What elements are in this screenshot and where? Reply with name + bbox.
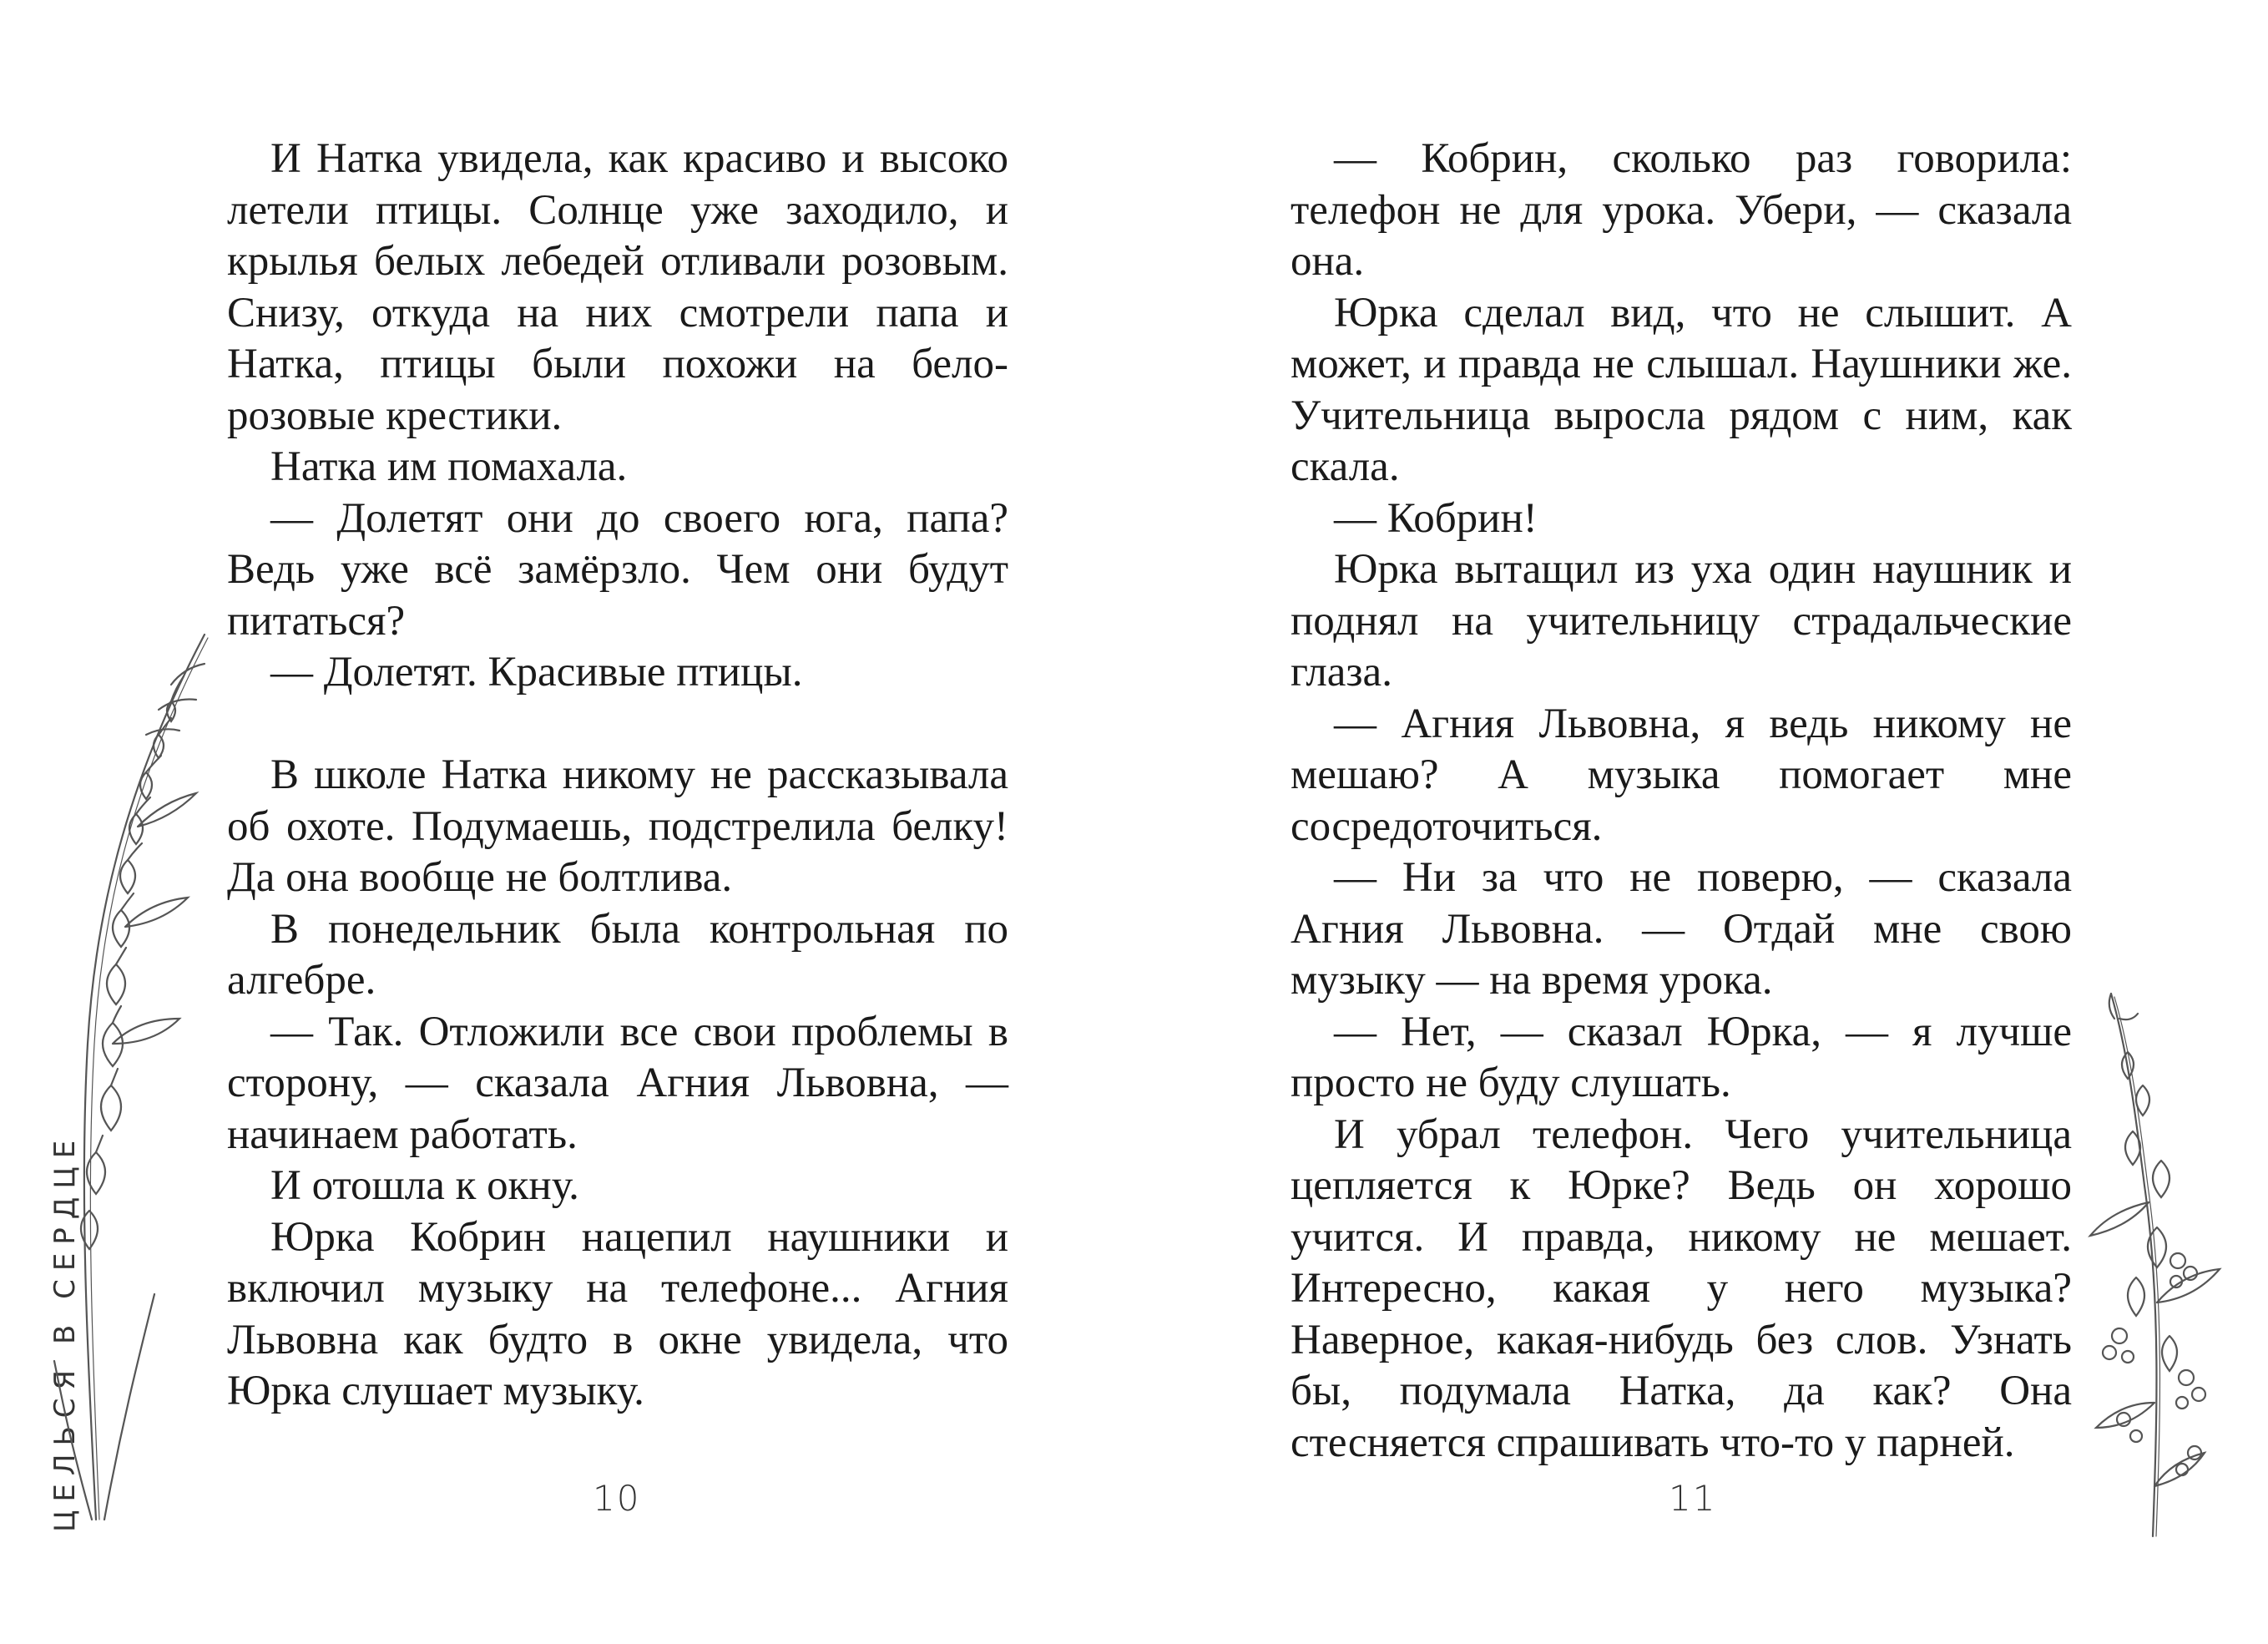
paragraph: В школе Натка никому не рассказывала об охоте. Подумаешь, подстрелила белку! Да она вообще не болтлива. [227, 751, 1008, 901]
paragraph: В понедельник была контрольная по алгебре. [227, 905, 1008, 1004]
paragraph: — Кобрин, сколько раз говорила: телефон не для урока. Убери, — сказала она. [1291, 135, 2072, 285]
right-page [1134, 0, 2268, 1644]
paragraph: И убрал телефон. Чего учительница цепляется к Юрке? Ведь он хорошо учится. И правда, никому не мешает. Интересно, какая у него музыка? Наверное, какая-нибудь без слов. Узнать бы, подумала Натка, да как? Она стесняется спрашивать что-то у парней. [1291, 1110, 2072, 1466]
paragraph: — Так. Отложили все свои проблемы в сторону, — сказала Агния Львовна, — начинаем работать. [227, 1008, 1008, 1158]
page-number: 11 [1669, 1478, 1717, 1519]
left-page-text [227, 134, 1008, 1418]
paragraph: Юрка сделал вид, что не слышит. А может, и правда не слышал. Наушники же. Учительница выросла рядом с ним, как скала. [1291, 289, 2072, 490]
page-number: 10 [593, 1478, 641, 1519]
paragraph: Натка им помахала. [270, 443, 628, 490]
paragraph: — Ни за что не поверю, — сказала Агния Львовна. — Отдай мне свою музыку — на время урока. [1291, 854, 2072, 1004]
paragraph: — Долетят. Красивые птицы. [270, 649, 803, 696]
paragraph: И Натка увидела, как красиво и высоко летели птицы. Солнце уже заходило, и крылья белых лебедей отливали розовым. Снизу, откуда на них смотрели папа и Натка, птицы были похожи на бело-розовые крестики. [227, 135, 1008, 439]
paragraph: — Нет, — сказал Юрка, — я лучше просто не буду слушать. [1291, 1008, 2072, 1106]
paragraph: — Кобрин! [1334, 494, 1538, 542]
paragraph: И отошла к окну. [270, 1162, 579, 1209]
paragraph: Юрка Кобрин нацепил наушники и включил музыку на телефоне... Агния Львовна как будто в окне увидела, что Юрка слушает музыку. [227, 1213, 1008, 1414]
right-page-text [1291, 134, 2072, 1469]
bleeding-heart-illustration-right [2078, 985, 2245, 1545]
paragraph: — Долетят они до своего юга, папа? Ведь уже всё замёрзло. Чем они будут питаться? [227, 494, 1008, 645]
paragraph: Юрка вытащил из уха один наушник и поднял на учительницу страдальческие глаза. [1291, 546, 2072, 696]
paragraph: — Агния Львовна, я ведь никому не мешаю? А музыка помогает мне сосредоточиться. [1291, 700, 2072, 850]
running-head: ЦЕЛЬСЯ В СЕРДЦЕ [48, 1131, 82, 1532]
bleeding-heart-illustration-left [46, 610, 230, 1536]
